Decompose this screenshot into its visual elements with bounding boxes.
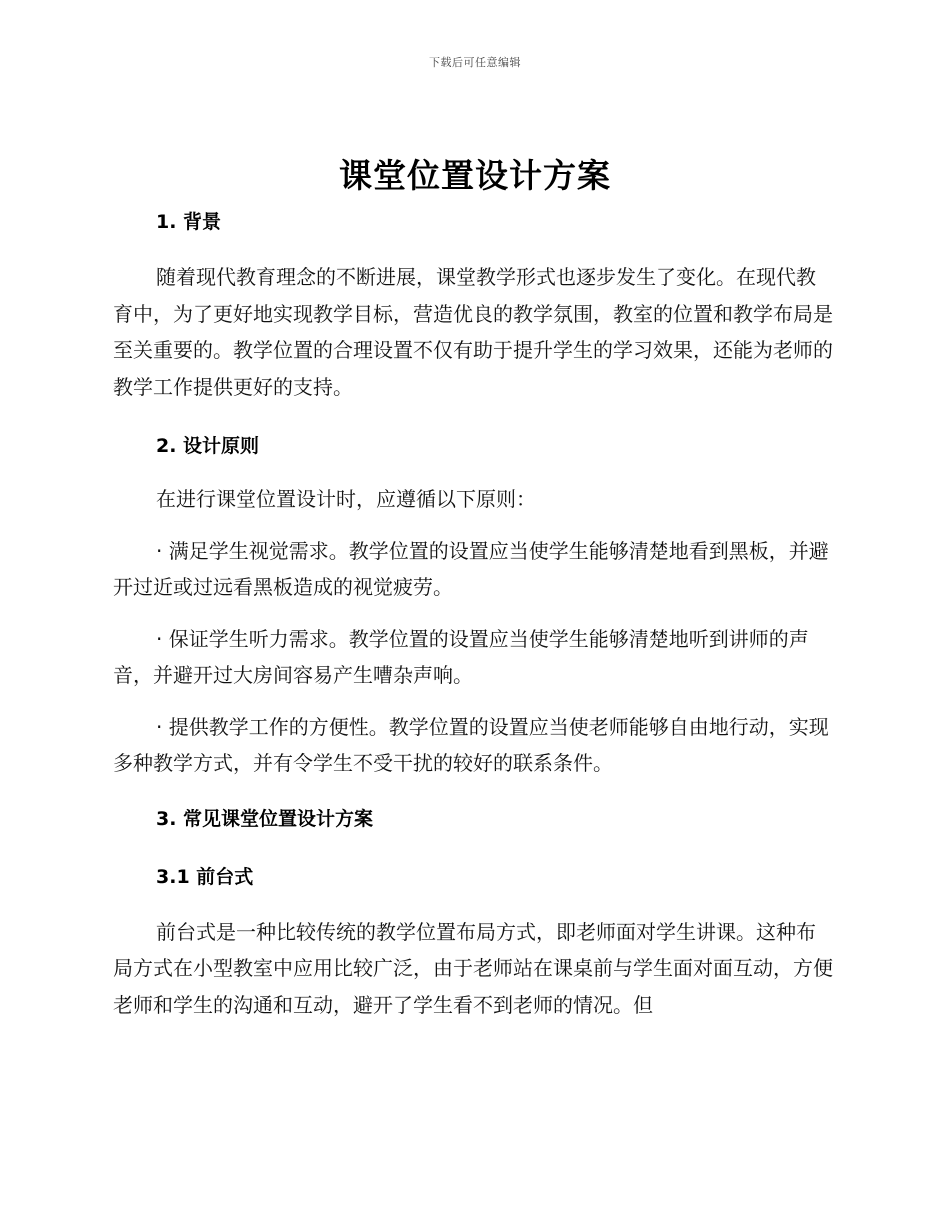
principle-item-vision: · 满足学生视觉需求。教学位置的设置应当使学生能够清楚地看到黑板，并避开过近或过远看黑板造成的视觉疲劳。 <box>113 538 829 599</box>
principle-item-convenience: · 提供教学工作的方便性。教学位置的设置应当使老师能够自由地行动，实现多种教学方式，并有令学生不受干扰的较好的联系条件。 <box>113 714 829 775</box>
header-note: 下载后可任意编辑 <box>429 56 521 69</box>
section-heading-principles: 2. 设计原则 <box>156 435 260 457</box>
principle-item-hearing: · 保证学生听力需求。教学位置的设置应当使学生能够清楚地听到讲师的声音，并避开过大房间容易产生嘈杂声响。 <box>113 626 809 687</box>
front-style-paragraph: 前台式是一种比较传统的教学位置布局方式，即老师面对学生讲课。这种布局方式在小型教室中应用比较广泛，由于老师站在课桌前与学生面对面互动，方便老师和学生的沟通和互动，避开了学生看不到老师的情况。但 <box>113 919 833 1017</box>
section-heading-plans: 3. 常见课堂位置设计方案 <box>156 807 374 830</box>
document-body <box>113 205 833 1023</box>
subsection-heading-front: 3.1 前台式 <box>156 865 254 888</box>
document-title: 课堂位置设计方案 <box>339 156 611 195</box>
background-paragraph: 随着现代教育理念的不断进展，课堂教学形式也逐步发生了变化。在现代教育中，为了更好地实现教学目标，营造优良的教学氛围，教室的位置和教学布局是至关重要的。教学位置的合理设置不仅有助于提升学生的学习效果，还能为老师的教学工作提供更好的支持。 <box>113 265 833 399</box>
section-heading-background: 1. 背景 <box>156 211 222 233</box>
principles-intro: 在进行课堂位置设计时，应遵循以下原则： <box>156 487 536 511</box>
